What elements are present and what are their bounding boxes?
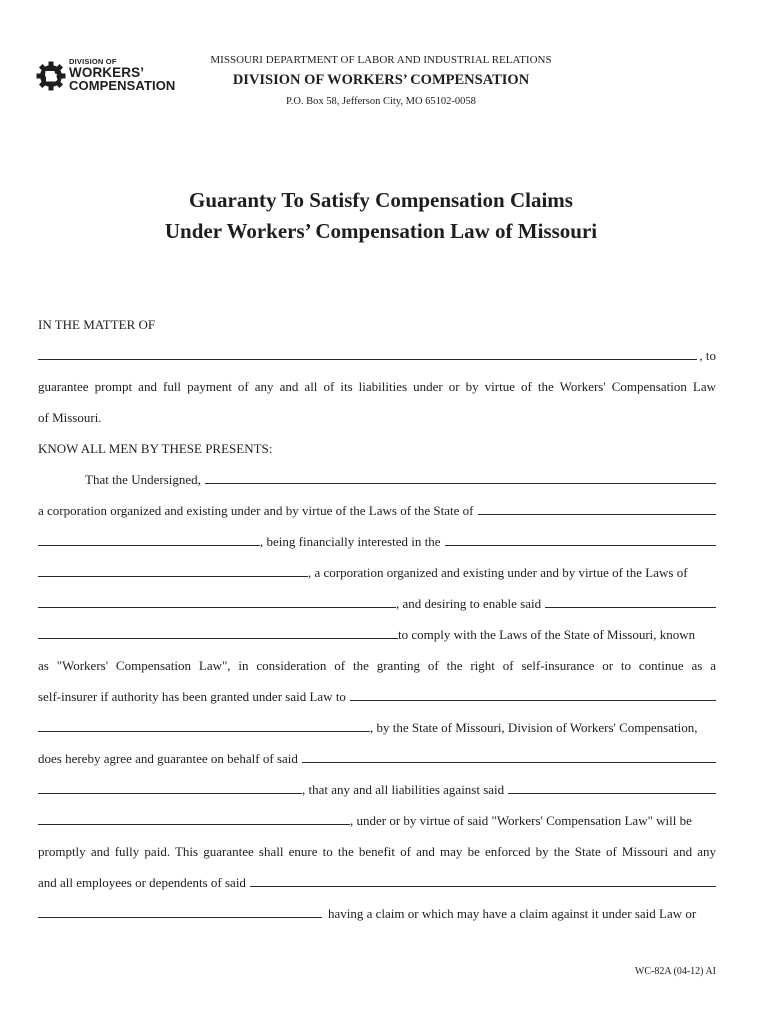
desiring-line — [38, 596, 716, 612]
division-name: DIVISION OF WORKERS’ COMPENSATION — [232, 72, 530, 88]
liabilities-continued-field[interactable] — [38, 813, 350, 825]
on-behalf-label: does hereby agree and guarantee on behalf of said — [38, 751, 298, 766]
state-of-field[interactable] — [478, 503, 717, 515]
form-title-line-2: Under Workers’ Compensation Law of Missouri — [164, 219, 598, 243]
on-behalf-line — [38, 751, 716, 767]
state-of-line — [38, 503, 716, 519]
state-of-label: a corporation organized and existing under and by virtue of the Laws of the State of — [38, 503, 474, 518]
employees-label: and all employees or dependents of said — [38, 875, 246, 890]
under-virtue-label: , under or by virtue of said "Workers' Compensation Law" will be — [350, 813, 692, 828]
employees-line — [38, 875, 716, 891]
logo-line-3: COMPENSATION — [69, 78, 176, 93]
know-all-men-heading: KNOW ALL MEN BY THESE PRESENTS: — [38, 441, 273, 456]
employees-continued-field[interactable] — [38, 906, 322, 918]
self-insurer-line — [38, 689, 716, 705]
department-name: MISSOURI DEPARTMENT OF LABOR AND INDUSTRIAL RELATIONS — [210, 54, 552, 66]
comply-label: to comply with the Laws of the State of Missouri, known — [398, 627, 696, 642]
undersigned-line — [85, 472, 716, 488]
liabilities-against-field[interactable] — [508, 782, 716, 794]
on-behalf-field[interactable] — [302, 751, 716, 763]
logo-line-1: DIVISION OF — [69, 57, 117, 66]
undersigned-label: That the Undersigned, — [85, 472, 201, 487]
on-behalf-continued-field[interactable] — [38, 782, 302, 794]
body-line: promptly and fully paid. This guarantee shall enure to the benefit of and may be enforced by the State of Missouri and any — [38, 844, 716, 859]
claim-label: having a claim or which may have a claim against it under said Law or — [328, 906, 697, 921]
liabilities-line — [38, 782, 716, 798]
agency-address: P.O. Box 58, Jefferson City, MO 65102-0058 — [286, 96, 476, 107]
state-division-label: , by the State of Missouri, Division of Workers' Compensation, — [370, 720, 698, 735]
state-division-line — [38, 720, 716, 736]
corporation-name-field[interactable] — [38, 565, 308, 577]
form-number: WC-82A (04-12) AI — [634, 966, 716, 977]
undersigned-field[interactable] — [205, 472, 716, 484]
employees-of-field[interactable] — [250, 875, 716, 887]
logo-line-2: WORKERS’ — [69, 65, 145, 80]
corporation-line — [38, 565, 716, 581]
in-the-matter-label: IN THE MATTER OF — [38, 317, 156, 332]
matter-of-field[interactable] — [38, 348, 697, 360]
comply-entity-field[interactable] — [38, 627, 398, 639]
matter-of-suffix: , to — [699, 348, 716, 363]
body-line: of Missouri. — [38, 410, 102, 425]
self-insurer-label: self-insurer if authority has been granted under said Law to — [38, 689, 346, 704]
state-continued-field[interactable] — [38, 534, 260, 546]
desiring-label: , and desiring to enable said — [396, 596, 542, 611]
under-virtue-line — [38, 813, 716, 829]
self-insurer-field[interactable] — [350, 689, 716, 701]
self-insurer-continued-field[interactable] — [38, 720, 370, 732]
corporation-label: , a corporation organized and existing under and by virtue of the Laws of — [308, 565, 688, 580]
comply-line — [38, 627, 716, 643]
claim-line — [38, 906, 716, 922]
liabilities-label: , that any and all liabilities against said — [302, 782, 505, 797]
matter-of-line — [38, 348, 716, 364]
interested-in-field[interactable] — [445, 534, 717, 546]
financially-interested-label: , being financially interested in the — [260, 534, 441, 549]
enable-said-field[interactable] — [545, 596, 716, 608]
body-line: as "Workers' Compensation Law", in consideration of the granting of the right of self-insurance or to continue as a — [38, 658, 716, 673]
financially-interested-line — [38, 534, 716, 550]
laws-of-field[interactable] — [38, 596, 396, 608]
body-line: guarantee prompt and full payment of any and all of its liabilities under or by virtue of the Workers' Compensation Law — [38, 379, 716, 394]
form-title-line-1: Guaranty To Satisfy Compensation Claims — [189, 188, 573, 212]
